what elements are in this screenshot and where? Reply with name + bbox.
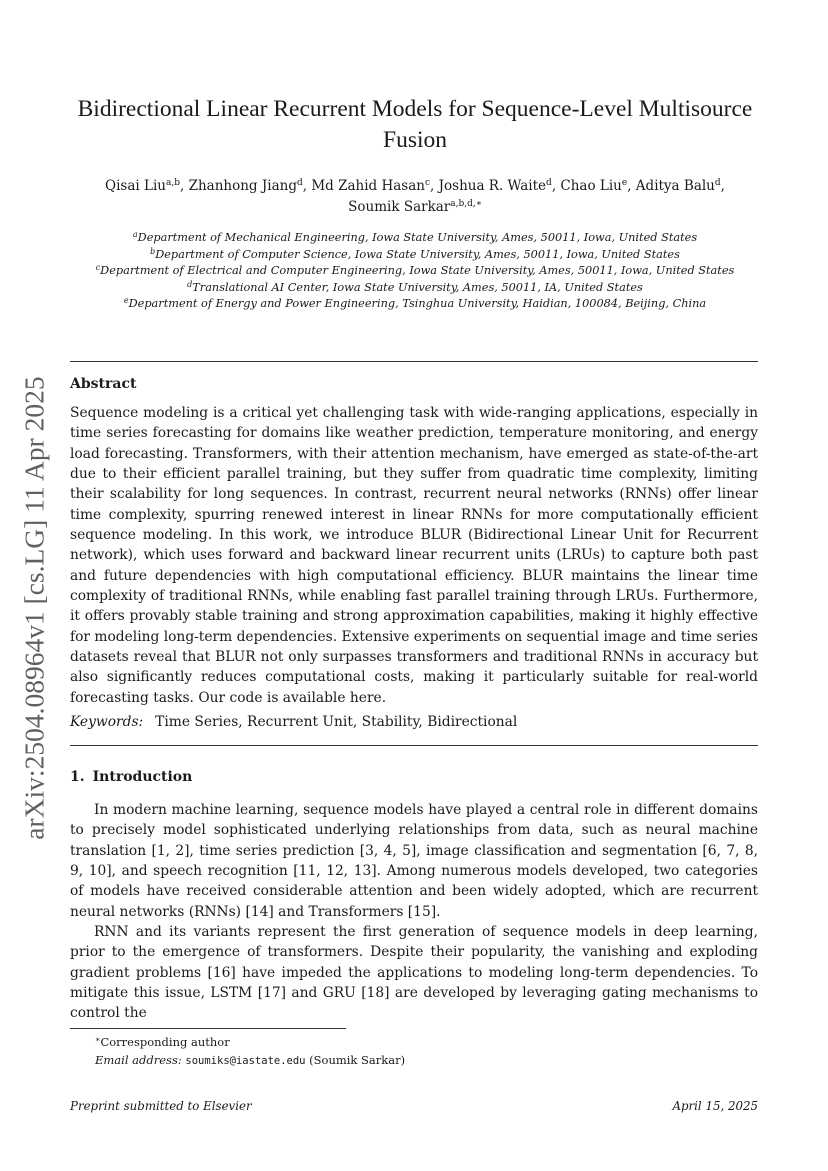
introduction-body	[70, 800, 758, 1024]
author: Chao Liu$^e$	[560, 178, 628, 194]
author: Qisai Liu$^{a,b}$	[105, 178, 180, 194]
corresponding-author-note: ∗Corresponding author	[95, 1035, 230, 1049]
footnote	[95, 1033, 405, 1070]
paragraph: RNN and its variants represent the first generation of sequence models in deep learning, prior to the emergence of transformers. Despite their popularity, the vanishing and exploding gradient problems [16] have impeded the applications to modeling long-term dependencies. To mitigate this issue, LSTM [17] and GRU [18] are developed by leveraging gating mechanisms to control the	[70, 924, 758, 1022]
email-address: soumiks@iastate.edu	[185, 1055, 306, 1067]
author: Md Zahid Hasan$^c$	[311, 178, 431, 194]
keywords	[70, 714, 517, 730]
author: Aditya Balu$^d$	[635, 178, 721, 194]
footer-preprint-note: Preprint submitted to Elsevier	[70, 1099, 252, 1113]
affiliation: $^c$Department of Electrical and Computer Engineering, Iowa State University, Ames, 50011, Iowa, United States	[95, 263, 735, 278]
keywords-label: Keywords:	[70, 714, 144, 730]
keywords-text: Time Series, Recurrent Unit, Stability, Bidirectional	[155, 714, 518, 730]
section-number: 1.	[70, 769, 85, 785]
affiliation-list	[60, 230, 770, 313]
email-line: Email address: soumiks@iastate.edu (Soumik Sarkar)	[95, 1053, 406, 1067]
abstract-text: Sequence modeling is a critical yet challenging task with wide-ranging applications, especially in time series forecasting for domains like weather prediction, temperature monitoring, and energy load forecasting. Transformers, with their attention mechanism, have emerged as state-of-the-art due to their efficient parallel training, but they suffer from quadratic time complexity, limiting their scalability for long sequences. In contrast, recurrent neural networks (RNNs) offer linear time complexity, spurring renewed interest in linear RNNs for more computationally efficient sequence modeling. In this work, we introduce BLUR (Bidirectional Linear Unit for Recurrent network), which uses forward and backward linear recurrent units (LRUs) to capture both past and future dependencies with high computational efficiency. BLUR maintains the linear time complexity of traditional RNNs, while enabling fast parallel training through LRUs. Furthermore, it offers provably stable training and strong approximation capabilities, making it highly effective for modeling long-term dependencies. Extensive experiments on sequential image and time series datasets reveal that BLUR not only surpasses transformers and traditional RNNs in accuracy but also significantly reduces computational costs, making it particularly suitable for real-world forecasting tasks. Our code is available here.	[70, 405, 758, 706]
footnote-rule	[70, 1028, 346, 1029]
affiliation: $^d$Translational AI Center, Iowa State University, Ames, 50011, IA, United States	[187, 279, 643, 294]
paragraph: In modern machine learning, sequence models have played a central role in different domains to precisely model sophisticated underlying relationships from data, such as neural machine translation [1, 2], time series prediction [3, 4, 5], image classification and segmentation [6, 7, 8, 9, 10], and speech recognition [11, 12, 13]. Among numerous models developed, two categories of models have received considerable attention and been widely adopted, which are recurrent neural networks (RNNs) [14] and Transformers [15].	[70, 802, 758, 920]
author: Soumik Sarkar$^{a,b,d,∗}$	[348, 199, 482, 215]
author-list: Qisai Liu$^{a,b}$, Zhanhong Jiang$^d$, Md Zahid Hasan$^c$, Joshua R. Waite$^d$, Chao Liu$^e$, Aditya Balu$^d$, Soumik Sarkar$^{a,b,d,∗}$	[105, 178, 725, 215]
section-heading-introduction	[70, 769, 192, 785]
arxiv-identifier-margin	[14, 363, 56, 853]
affiliation: $^e$Department of Energy and Power Engineering, Tsinghua University, Haidian, 100084, Beijing, China	[123, 296, 707, 311]
abstract-top-rule	[70, 361, 758, 362]
author: Zhanhong Jiang$^d$	[188, 178, 303, 194]
abstract-bottom-rule	[70, 745, 758, 746]
footer-date: April 15, 2025	[672, 1099, 758, 1113]
abstract-heading: Abstract	[70, 376, 137, 392]
affiliation: $^b$Department of Computer Science, Iowa State University, Ames, 50011, Iowa, United States	[150, 246, 680, 261]
author: Joshua R. Waite$^d$	[438, 178, 552, 194]
arxiv-identifier: arXiv:2504.08964v1 [cs.LG] 11 Apr 2025	[19, 376, 50, 840]
paper-title: Bidirectional Linear Recurrent Models for Sequence-Level Multisource Fusion	[77, 96, 753, 153]
affiliation: $^a$Department of Mechanical Engineering, Iowa State University, Ames, 50011, Iowa, United States	[132, 230, 698, 244]
section-title: Introduction	[92, 769, 193, 785]
